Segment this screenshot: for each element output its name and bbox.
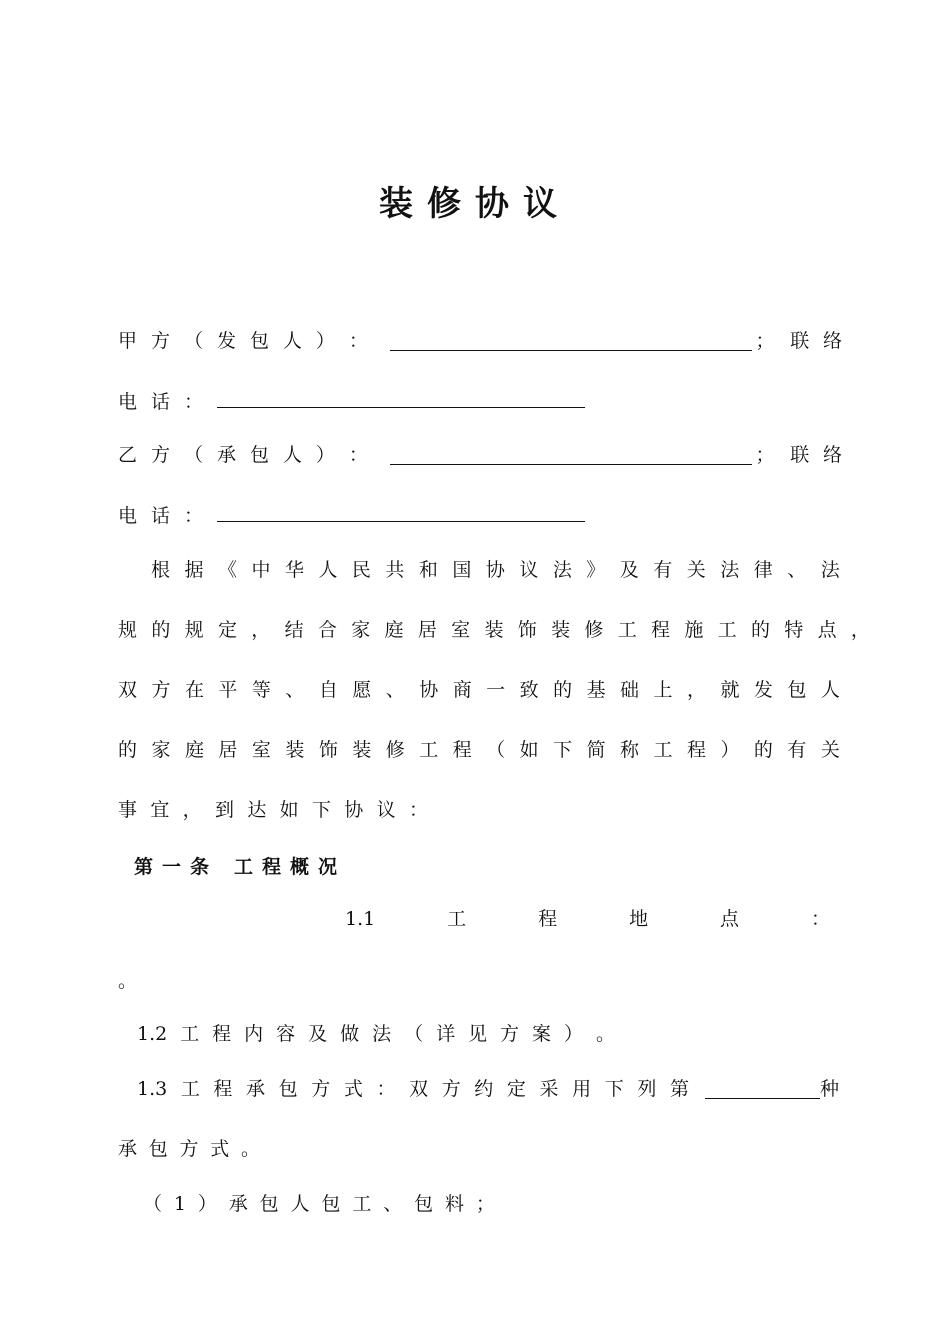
item-1-3-text xyxy=(137,1077,689,1101)
char: 称 xyxy=(620,739,640,761)
char: 包 xyxy=(148,1138,168,1160)
char: 下 xyxy=(604,1078,624,1100)
char: 双 xyxy=(409,1078,429,1100)
party-a-phone-blank[interactable] xyxy=(217,389,585,408)
char: ） xyxy=(315,330,335,352)
char: 工 xyxy=(617,619,637,641)
char: 民 xyxy=(351,559,371,581)
char: 包 xyxy=(249,330,269,352)
char: 双 xyxy=(118,679,138,701)
char: 工 xyxy=(180,1023,200,1045)
char: 承 xyxy=(216,444,236,466)
char: 国 xyxy=(452,559,472,581)
char: 结 xyxy=(284,619,304,641)
char: 等 xyxy=(251,679,271,701)
char: （ xyxy=(143,1193,163,1215)
article-number: 第一条 xyxy=(134,856,219,878)
char: 工 xyxy=(717,619,737,641)
char: （ xyxy=(183,330,203,352)
char: 工 xyxy=(352,1193,372,1215)
char: 宜 xyxy=(150,799,170,821)
char: 包 xyxy=(259,1193,279,1215)
char: 议 xyxy=(376,799,396,821)
char: 简 xyxy=(586,739,606,761)
char: 人 xyxy=(290,1193,310,1215)
char: 定 xyxy=(506,1078,526,1100)
char: 工 xyxy=(180,1078,200,1100)
char: 1.1 xyxy=(345,908,376,930)
party-b-phone-blank[interactable] xyxy=(217,503,585,522)
char: 联 xyxy=(790,330,810,352)
char: 如 xyxy=(279,799,299,821)
char: 程 xyxy=(538,908,558,930)
party-a-name-blank[interactable] xyxy=(390,332,752,351)
char: 承 xyxy=(228,1193,248,1215)
preamble-line xyxy=(151,558,840,582)
char: 采 xyxy=(539,1078,559,1100)
char: 致 xyxy=(519,679,539,701)
char: 种 xyxy=(820,1078,840,1100)
char: 的 xyxy=(750,619,770,641)
char: 下 xyxy=(311,799,331,821)
char: 有 xyxy=(787,739,807,761)
char: 关 xyxy=(820,739,840,761)
char: 1.3 xyxy=(137,1078,168,1100)
char: 用 xyxy=(572,1078,592,1100)
char: ： xyxy=(184,505,204,527)
char: 工 xyxy=(419,739,439,761)
char: 电 xyxy=(118,505,138,527)
party-b-phone-line xyxy=(118,503,848,528)
char: 方 xyxy=(441,1078,461,1100)
option-1-line xyxy=(143,1192,495,1216)
char: 工 xyxy=(653,739,673,761)
char: 方 xyxy=(151,679,171,701)
document-title: 装修协议 xyxy=(379,184,571,224)
item-1-3-blank[interactable] xyxy=(705,1080,820,1099)
char: 根 xyxy=(151,559,171,581)
char: 地 xyxy=(629,908,649,930)
char: 乙 xyxy=(118,444,138,466)
char: 议 xyxy=(519,559,539,581)
char: 络 xyxy=(822,444,842,466)
char: 列 xyxy=(637,1078,657,1100)
char: 话 xyxy=(151,505,171,527)
preamble-line xyxy=(118,738,840,762)
char: 程 xyxy=(213,1078,233,1100)
char: ； xyxy=(755,330,775,352)
char: 包 xyxy=(278,1078,298,1100)
char: 家 xyxy=(351,619,371,641)
char: 发 xyxy=(753,679,773,701)
char: 络 xyxy=(822,330,842,352)
char: 及 xyxy=(619,559,639,581)
char: 式 xyxy=(210,1138,230,1160)
preamble-line xyxy=(118,678,840,702)
char: 、 xyxy=(787,559,807,581)
char: ） xyxy=(564,1023,584,1045)
char: 饰 xyxy=(318,739,338,761)
char: 容 xyxy=(276,1023,296,1045)
char: ， xyxy=(850,619,870,641)
char: 详 xyxy=(436,1023,456,1045)
char: （ xyxy=(486,739,506,761)
char: 第 xyxy=(669,1078,689,1100)
char: 法 xyxy=(820,559,840,581)
char: ） xyxy=(720,739,740,761)
char: ） xyxy=(315,444,335,466)
char: 一 xyxy=(486,679,506,701)
char: 料 xyxy=(444,1193,464,1215)
char: 人 xyxy=(820,679,840,701)
char: 居 xyxy=(417,619,437,641)
party-b-label xyxy=(118,443,368,467)
char: 和 xyxy=(418,559,438,581)
char: 特 xyxy=(784,619,804,641)
char: ： xyxy=(348,444,368,466)
char: 程 xyxy=(686,739,706,761)
char: 法 xyxy=(372,1023,392,1045)
char: 下 xyxy=(553,739,573,761)
char: 发 xyxy=(216,330,236,352)
char: 方 xyxy=(311,1078,331,1100)
char: 方 xyxy=(150,444,170,466)
char: 》 xyxy=(586,559,606,581)
char: 人 xyxy=(282,330,302,352)
char: 1 xyxy=(173,1193,186,1215)
char: ： xyxy=(184,391,204,413)
char: 室 xyxy=(451,619,471,641)
char: 关 xyxy=(686,559,706,581)
char: 庭 xyxy=(184,739,204,761)
char: 合 xyxy=(317,619,337,641)
item-1-3-line xyxy=(137,1077,842,1101)
char: 案 xyxy=(532,1023,552,1045)
char: ， xyxy=(251,619,271,641)
char: 包 xyxy=(787,679,807,701)
item-1-1-end xyxy=(118,969,848,993)
char: 约 xyxy=(474,1078,494,1100)
char: 施 xyxy=(684,619,704,641)
char: 法 xyxy=(720,559,740,581)
char: 律 xyxy=(753,559,773,581)
char: （ xyxy=(404,1023,424,1045)
char: ， xyxy=(686,679,706,701)
char: 饰 xyxy=(517,619,537,641)
char: ， xyxy=(182,799,202,821)
char: 程 xyxy=(212,1023,232,1045)
preamble-line xyxy=(118,618,870,642)
char: 。 xyxy=(595,1023,615,1045)
char: 包 xyxy=(249,444,269,466)
party-a-phone-line xyxy=(118,389,848,414)
char: 承 xyxy=(246,1078,266,1100)
char: 人 xyxy=(282,444,302,466)
char: 中 xyxy=(251,559,271,581)
char: ； xyxy=(755,444,775,466)
char: ： xyxy=(348,330,368,352)
char: 法 xyxy=(552,559,572,581)
article-title: 工程概况 xyxy=(234,856,347,878)
char: 承 xyxy=(118,1138,138,1160)
char: 就 xyxy=(720,679,740,701)
party-a-line xyxy=(118,329,842,353)
char: 庭 xyxy=(384,619,404,641)
char: 。 xyxy=(240,1138,260,1160)
char: 愿 xyxy=(352,679,372,701)
char: （ xyxy=(183,444,203,466)
char: ） xyxy=(197,1193,217,1215)
char: 华 xyxy=(284,559,304,581)
char: 点 xyxy=(817,619,837,641)
char: 、 xyxy=(385,679,405,701)
char: 话 xyxy=(151,391,171,413)
char: 电 xyxy=(118,391,138,413)
char: 修 xyxy=(385,739,405,761)
item-1-1-line xyxy=(345,907,830,931)
char: 1.2 xyxy=(137,1023,168,1045)
char: 达 xyxy=(247,799,267,821)
char: 式 xyxy=(343,1078,363,1100)
char: 方 xyxy=(150,330,170,352)
char: 事 xyxy=(118,799,138,821)
char: 有 xyxy=(653,559,673,581)
char: 程 xyxy=(452,739,472,761)
char: 包 xyxy=(414,1193,434,1215)
char: 据 xyxy=(184,559,204,581)
item-1-3-continuation xyxy=(118,1137,260,1161)
party-b-line xyxy=(118,443,842,467)
char: 自 xyxy=(318,679,338,701)
char: 做 xyxy=(340,1023,360,1045)
char: 到 xyxy=(214,799,234,821)
item-1-2-line xyxy=(137,1022,615,1046)
char: 规 xyxy=(118,619,138,641)
char: 的 xyxy=(553,679,573,701)
char: 。 xyxy=(118,970,138,992)
char: ： xyxy=(810,908,830,930)
char: 、 xyxy=(285,679,305,701)
char: 装 xyxy=(352,739,372,761)
char: 在 xyxy=(184,679,204,701)
char: 的 xyxy=(753,739,773,761)
char: 《 xyxy=(217,559,237,581)
char: 见 xyxy=(468,1023,488,1045)
char: 协 xyxy=(485,559,505,581)
preamble-line xyxy=(118,798,428,822)
char: 共 xyxy=(385,559,405,581)
char: 平 xyxy=(218,679,238,701)
char: 如 xyxy=(519,739,539,761)
char: 工 xyxy=(447,908,467,930)
char: 方 xyxy=(179,1138,199,1160)
char: 包 xyxy=(321,1193,341,1215)
char: ： xyxy=(376,1078,396,1100)
char: 基 xyxy=(586,679,606,701)
char: 点 xyxy=(720,908,740,930)
char: 甲 xyxy=(118,330,138,352)
char: 装 xyxy=(484,619,504,641)
char: 方 xyxy=(500,1023,520,1045)
char: 及 xyxy=(308,1023,328,1045)
char: 内 xyxy=(244,1023,264,1045)
article-1-heading xyxy=(134,852,346,879)
char: 装 xyxy=(285,739,305,761)
char: ； xyxy=(475,1193,495,1215)
party-a-label xyxy=(118,329,368,353)
char: ： xyxy=(408,799,428,821)
char: 室 xyxy=(251,739,271,761)
char: 修 xyxy=(584,619,604,641)
char: 联 xyxy=(790,444,810,466)
char: 人 xyxy=(318,559,338,581)
char: 程 xyxy=(651,619,671,641)
char: 装 xyxy=(551,619,571,641)
char: 居 xyxy=(218,739,238,761)
char: 的 xyxy=(118,739,138,761)
char: 、 xyxy=(383,1193,403,1215)
char: 上 xyxy=(653,679,673,701)
char: 家 xyxy=(151,739,171,761)
char: 协 xyxy=(419,679,439,701)
char: 协 xyxy=(344,799,364,821)
char: 商 xyxy=(452,679,472,701)
char: 的 xyxy=(151,619,171,641)
char: 定 xyxy=(217,619,237,641)
party-b-name-blank[interactable] xyxy=(390,446,752,465)
char: 规 xyxy=(184,619,204,641)
char: 础 xyxy=(620,679,640,701)
